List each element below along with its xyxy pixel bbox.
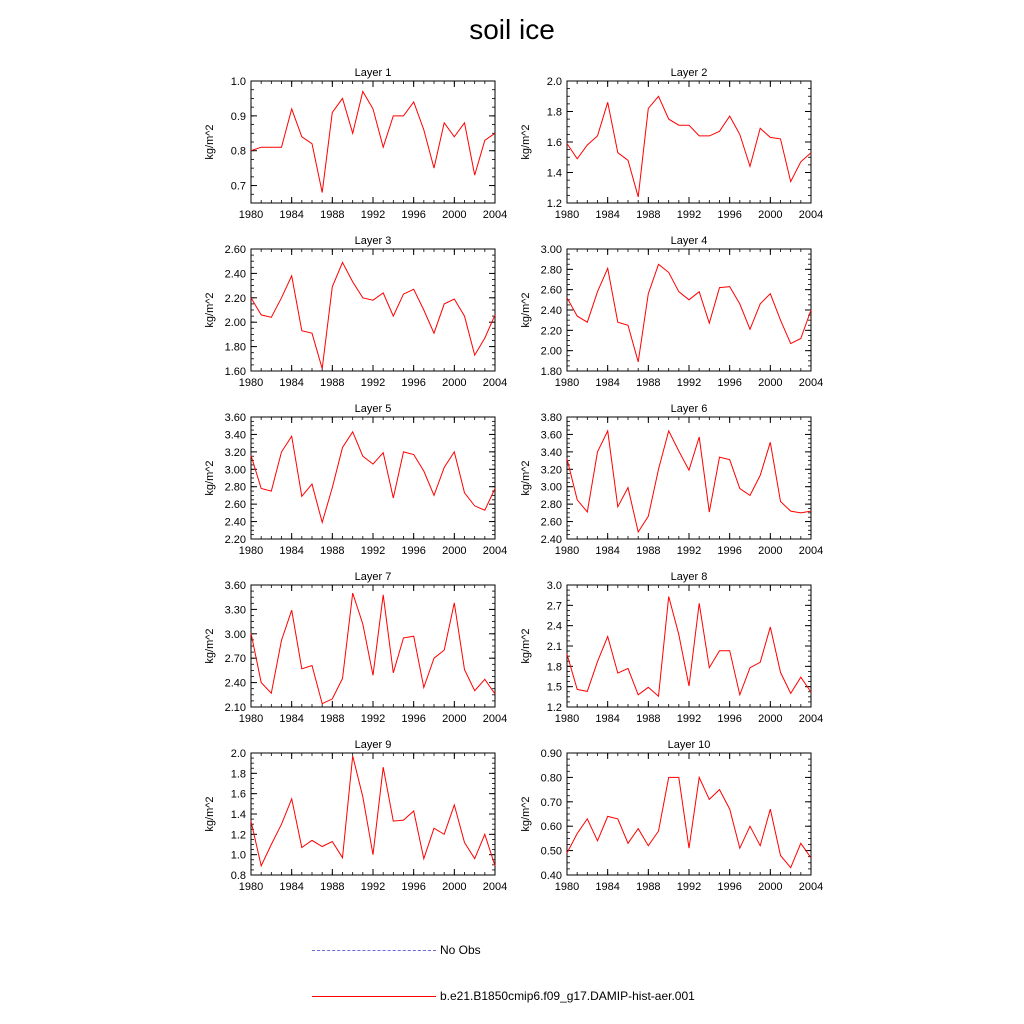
x-tick-label: 1996 — [717, 209, 742, 221]
y-tick-label: 2.60 — [224, 244, 246, 256]
y-tick-label: 0.70 — [540, 796, 562, 809]
y-tick-label: 3.30 — [224, 604, 246, 617]
y-tick-label: 3.00 — [224, 464, 246, 477]
x-tick-label: 1980 — [238, 713, 264, 725]
x-tick-label: 1992 — [360, 713, 386, 725]
x-tick-label: 2000 — [442, 209, 467, 221]
y-tick-label: 0.40 — [540, 870, 562, 882]
y-tick-label: 1.6 — [230, 788, 246, 801]
y-tick-label: 1.2 — [546, 198, 562, 210]
x-tick-label: 1992 — [360, 377, 386, 389]
panel-title: Layer 2 — [670, 67, 708, 79]
series-line — [567, 264, 811, 362]
series-line — [251, 593, 495, 704]
y-tick-label: 1.5 — [546, 681, 562, 694]
y-tick-label: 2.1 — [546, 641, 562, 653]
x-tick-label: 1988 — [320, 545, 345, 557]
series-line — [567, 96, 811, 197]
x-tick-label: 1996 — [717, 881, 742, 893]
x-tick-label: 2000 — [758, 545, 783, 557]
x-tick-label: 2004 — [482, 713, 508, 725]
x-tick-label: 1992 — [676, 377, 702, 389]
plot-frame — [567, 417, 811, 539]
x-tick-label: 2000 — [758, 881, 783, 893]
x-tick-label: 1992 — [676, 713, 702, 725]
x-tick-label: 1988 — [320, 209, 345, 221]
plot-frame — [251, 249, 495, 371]
x-tick-label: 2004 — [798, 881, 824, 893]
x-tick-label: 1984 — [595, 713, 620, 725]
x-tick-label: 1988 — [636, 713, 661, 725]
y-tick-label: 3.40 — [224, 429, 246, 442]
y-tick-label: 2.10 — [224, 702, 246, 714]
y-tick-label: 0.8 — [230, 145, 246, 158]
x-tick-label: 1992 — [360, 881, 386, 893]
panel-layer-4 — [520, 235, 823, 389]
plot-frame — [251, 585, 495, 707]
y-tick-label: 0.90 — [540, 748, 562, 760]
y-tick-label: 3.60 — [224, 580, 246, 592]
y-tick-label: 3.80 — [540, 412, 562, 424]
y-tick-label: 2.60 — [540, 516, 562, 529]
y-tick-label: 2.70 — [224, 653, 246, 666]
x-tick-label: 1980 — [554, 209, 580, 221]
y-tick-label: 2.4 — [546, 620, 562, 633]
x-tick-label: 2000 — [758, 209, 783, 221]
y-axis-label: kg/m^2 — [204, 292, 216, 328]
y-tick-label: 2.20 — [224, 292, 246, 305]
y-tick-label: 3.20 — [540, 464, 562, 477]
y-tick-label: 0.50 — [540, 845, 562, 858]
y-tick-label: 3.60 — [540, 429, 562, 442]
x-tick-label: 2004 — [798, 713, 824, 725]
y-axis-label: kg/m^2 — [204, 460, 216, 496]
series-line — [251, 262, 495, 368]
x-tick-label: 1992 — [676, 209, 702, 221]
legend-model — [312, 986, 695, 1006]
y-tick-label: 2.00 — [224, 317, 246, 330]
x-tick-label: 1984 — [595, 881, 620, 893]
panel-title: Layer 5 — [354, 403, 392, 415]
x-tick-label: 2004 — [798, 545, 824, 557]
y-axis-label: kg/m^2 — [204, 124, 216, 160]
legend-obs-line-swatch — [312, 950, 436, 951]
panel-layer-8 — [520, 571, 823, 725]
x-tick-label: 1980 — [238, 545, 264, 557]
y-tick-label: 1.8 — [546, 661, 562, 674]
plot-frame — [567, 249, 811, 371]
y-tick-label: 1.2 — [230, 829, 246, 842]
y-tick-label: 2.7 — [546, 600, 562, 613]
y-tick-label: 0.7 — [230, 180, 246, 193]
panel-layer-6 — [520, 403, 823, 557]
panel-layer-2 — [520, 67, 823, 221]
panel-layer-5 — [204, 403, 507, 557]
x-tick-label: 2004 — [482, 377, 508, 389]
y-tick-label: 2.60 — [224, 499, 246, 512]
y-tick-label: 2.40 — [540, 534, 562, 546]
x-tick-label: 1984 — [279, 881, 304, 893]
panel-title: Layer 10 — [667, 739, 711, 751]
series-line — [567, 597, 811, 697]
y-tick-label: 2.20 — [540, 325, 562, 338]
x-tick-label: 1980 — [238, 377, 264, 389]
x-tick-label: 2004 — [798, 377, 824, 389]
x-tick-label: 1980 — [554, 881, 580, 893]
x-tick-label: 1980 — [554, 377, 580, 389]
x-tick-label: 1996 — [401, 713, 426, 725]
series-line — [567, 777, 811, 867]
y-tick-label: 0.80 — [540, 772, 562, 785]
y-tick-label: 3.0 — [546, 580, 562, 592]
x-tick-label: 1996 — [717, 377, 742, 389]
x-tick-label: 1980 — [238, 209, 264, 221]
y-tick-label: 0.9 — [230, 110, 246, 123]
plot-frame — [567, 81, 811, 203]
series-line — [251, 756, 495, 866]
x-tick-label: 2004 — [482, 209, 508, 221]
panel-title: Layer 7 — [354, 571, 392, 583]
y-tick-label: 1.8 — [546, 106, 562, 119]
y-tick-label: 3.00 — [540, 481, 562, 494]
x-tick-label: 1992 — [676, 881, 702, 893]
y-tick-label: 2.40 — [224, 268, 246, 281]
x-tick-label: 1996 — [401, 209, 426, 221]
y-tick-label: 1.4 — [230, 809, 246, 821]
y-tick-label: 1.2 — [546, 702, 562, 714]
x-tick-label: 2000 — [442, 713, 467, 725]
x-tick-label: 1992 — [360, 209, 386, 221]
y-tick-label: 1.0 — [230, 849, 246, 862]
y-tick-label: 1.8 — [230, 768, 246, 781]
y-axis-label: kg/m^2 — [520, 460, 532, 496]
x-tick-label: 2000 — [442, 881, 467, 893]
x-tick-label: 2004 — [482, 545, 508, 557]
x-tick-label: 1988 — [636, 209, 661, 221]
x-tick-label: 1996 — [401, 881, 426, 893]
x-tick-label: 1980 — [238, 881, 264, 893]
y-tick-label: 1.60 — [224, 366, 246, 378]
y-tick-label: 0.8 — [230, 870, 246, 882]
y-tick-label: 2.00 — [540, 345, 562, 358]
x-tick-label: 1984 — [595, 377, 620, 389]
x-tick-label: 2004 — [798, 209, 824, 221]
y-tick-label: 3.60 — [224, 412, 246, 424]
y-tick-label: 2.20 — [224, 534, 246, 546]
plot-frame — [251, 753, 495, 875]
x-tick-label: 1996 — [717, 713, 742, 725]
x-tick-label: 1992 — [676, 545, 702, 557]
y-tick-label: 2.60 — [540, 284, 562, 297]
y-axis-label: kg/m^2 — [204, 628, 216, 664]
x-tick-label: 2000 — [758, 377, 783, 389]
y-tick-label: 2.40 — [224, 677, 246, 690]
x-tick-label: 1988 — [636, 881, 661, 893]
y-tick-label: 2.80 — [540, 499, 562, 512]
panel-title: Layer 6 — [670, 403, 708, 415]
series-line — [567, 431, 811, 532]
y-tick-label: 2.80 — [540, 264, 562, 277]
y-tick-label: 3.20 — [224, 446, 246, 459]
y-axis-label: kg/m^2 — [520, 292, 532, 328]
x-tick-label: 1988 — [636, 545, 661, 557]
y-tick-label: 3.00 — [540, 244, 562, 256]
y-tick-label: 3.00 — [224, 628, 246, 641]
y-axis-label: kg/m^2 — [520, 796, 532, 832]
x-tick-label: 1984 — [595, 545, 620, 557]
series-line — [251, 432, 495, 523]
panel-title: Layer 8 — [670, 571, 708, 583]
plot-frame — [251, 417, 495, 539]
x-tick-label: 1984 — [279, 377, 304, 389]
x-tick-label: 2004 — [482, 881, 508, 893]
series-line — [251, 92, 495, 193]
figure-title: soil ice — [469, 14, 555, 45]
x-tick-label: 1988 — [320, 377, 345, 389]
y-tick-label: 2.80 — [224, 481, 246, 494]
x-tick-label: 1984 — [279, 209, 304, 221]
panel-layer-7 — [204, 571, 507, 725]
y-tick-label: 2.0 — [546, 76, 562, 88]
y-axis-label: kg/m^2 — [204, 796, 216, 832]
panel-title: Layer 4 — [670, 235, 708, 247]
legend-model-line-swatch — [312, 996, 436, 997]
y-tick-label: 2.0 — [230, 748, 246, 760]
y-axis-label: kg/m^2 — [520, 628, 532, 664]
y-tick-label: 2.40 — [224, 516, 246, 529]
x-tick-label: 2000 — [758, 713, 783, 725]
panel-layer-9 — [204, 739, 507, 893]
plot-frame — [567, 753, 811, 875]
y-axis-label: kg/m^2 — [520, 124, 532, 160]
panel-layer-3 — [204, 235, 507, 389]
x-tick-label: 1996 — [401, 377, 426, 389]
panel-title: Layer 1 — [354, 67, 392, 79]
plot-frame — [251, 81, 495, 203]
x-tick-label: 1988 — [636, 377, 661, 389]
x-tick-label: 2000 — [442, 545, 467, 557]
y-tick-label: 1.0 — [230, 76, 246, 88]
panel-layer-1 — [204, 67, 507, 221]
x-tick-label: 1996 — [401, 545, 426, 557]
x-tick-label: 1988 — [320, 713, 345, 725]
y-tick-label: 1.6 — [546, 137, 562, 149]
y-tick-label: 1.80 — [540, 366, 562, 378]
panel-layer-10 — [520, 739, 823, 893]
x-tick-label: 1996 — [717, 545, 742, 557]
y-tick-label: 2.40 — [540, 305, 562, 317]
y-tick-label: 1.4 — [546, 167, 562, 180]
y-tick-label: 3.40 — [540, 446, 562, 459]
x-tick-label: 1984 — [279, 545, 304, 557]
x-tick-label: 1980 — [554, 713, 580, 725]
x-tick-label: 1992 — [360, 545, 386, 557]
legend-obs-label: No Obs — [440, 943, 481, 957]
legend-model-label: b.e21.B1850cmip6.f09_g17.DAMIP-hist-aer.001 — [440, 989, 695, 1003]
y-tick-label: 0.60 — [540, 821, 562, 834]
panel-title: Layer 3 — [354, 235, 392, 247]
x-tick-label: 1988 — [320, 881, 345, 893]
y-tick-label: 1.80 — [224, 341, 246, 354]
x-tick-label: 2000 — [442, 377, 467, 389]
x-tick-label: 1984 — [279, 713, 304, 725]
legend-obs — [312, 940, 481, 960]
x-tick-label: 1984 — [595, 209, 620, 221]
x-tick-label: 1980 — [554, 545, 580, 557]
panel-title: Layer 9 — [354, 739, 392, 751]
